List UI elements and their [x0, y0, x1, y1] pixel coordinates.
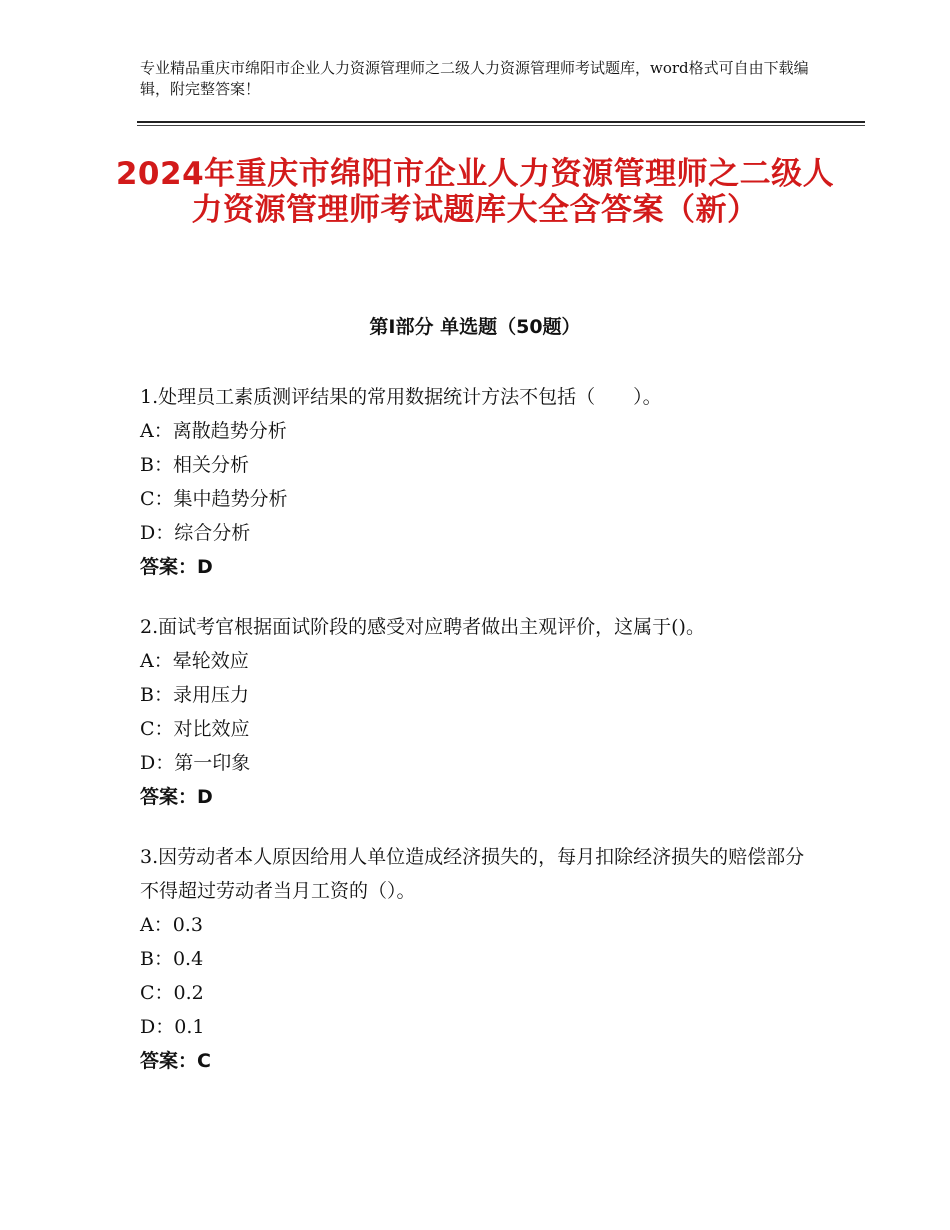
- section-title: 第Ⅰ部分 单选题（50题）: [369, 316, 581, 338]
- header-note: 专业精品重庆市绵阳市企业人力资源管理师之二级人力资源管理师考试题库，word格式可自由下载编辑，附完整答案！: [140, 59, 809, 98]
- option-a: A：晕轮效应: [140, 650, 249, 672]
- question-1: [140, 380, 820, 584]
- question-3: [140, 840, 820, 1078]
- option-b: B：录用压力: [140, 684, 249, 706]
- answer: 答案：D: [140, 556, 213, 578]
- option-d: D：综合分析: [140, 522, 251, 544]
- question-stem: 3.因劳动者本人原因给用人单位造成经济损失的，每月扣除经济损失的赔偿部分不得超过劳动者当月工资的（）。: [140, 846, 805, 902]
- header-rule-thick: [137, 121, 865, 123]
- question-stem: 1.处理员工素质测评结果的常用数据统计方法不包括（ ）。: [140, 386, 662, 408]
- option-c: C：集中趋势分析: [140, 488, 288, 510]
- question-list: [140, 380, 820, 1104]
- document-title: 2024年重庆市绵阳市企业人力资源管理师之二级人力资源管理师考试题库大全含答案（新）: [115, 156, 835, 228]
- option-a: A：0.3: [140, 914, 203, 936]
- option-b: B：相关分析: [140, 454, 249, 476]
- option-c: C：对比效应: [140, 718, 250, 740]
- question-stem: 2.面试考官根据面试阶段的感受对应聘者做出主观评价，这属于()。: [140, 616, 705, 638]
- option-b: B：0.4: [140, 948, 204, 970]
- header-rule-thin: [137, 125, 865, 126]
- option-a: A：离散趋势分析: [140, 420, 287, 442]
- option-d: D：第一印象: [140, 752, 251, 774]
- answer: 答案：C: [140, 1050, 211, 1072]
- answer: 答案：D: [140, 786, 213, 808]
- question-2: [140, 610, 820, 814]
- option-c: C：0.2: [140, 982, 204, 1004]
- option-d: D：0.1: [140, 1016, 205, 1038]
